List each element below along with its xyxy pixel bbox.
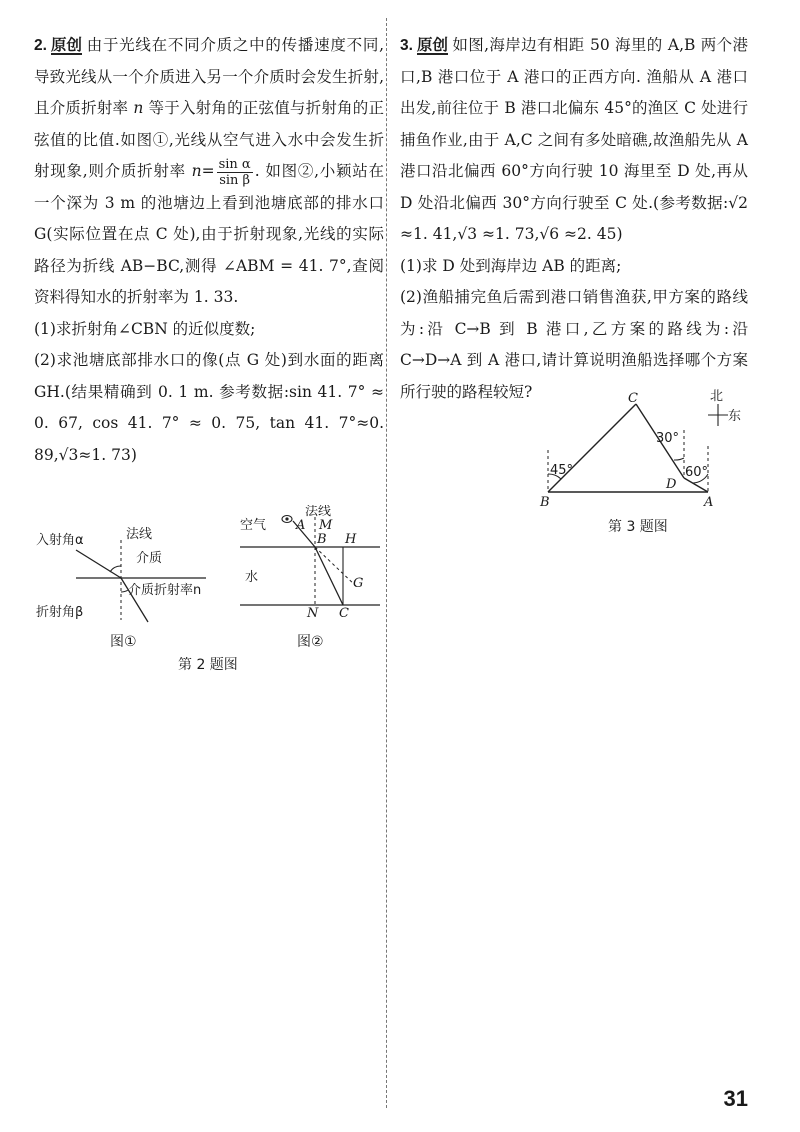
fig1-incident-ray (76, 550, 121, 578)
fig3-label-east: 东 (728, 409, 742, 424)
fig2-eye-pupil (285, 517, 288, 520)
fig3-label-a: A (704, 495, 714, 510)
fig1-beta-arc (121, 590, 128, 592)
fig3-line-da (684, 478, 708, 492)
q2-after-formula: . 如图②,小颖站在一个深为 3 m 的池塘边上看到池塘底部的排水口 G(实际位置在点 C 处),由于折射现象,光线的实际路径为折线 AB−BC,测得 ∠ABM = 41. 7°,查阅资料得知水的折射率为 1. 33. (34, 162, 384, 306)
fig1-label-incident: 入射角α (36, 533, 84, 548)
q3-sub2: (2)渔船捕完鱼后需到港口销售渔获,甲方案的路线为:沿 C→B 到 B 港口,乙方案的路线为:沿 C→D→A 到 A 港口,请计算说明渔船选择哪个方案所行驶的路程较短? (400, 288, 748, 401)
fig3-label-d: D (666, 477, 677, 492)
q2-figure-2 (235, 505, 385, 660)
fig2-label-water: 水 (245, 570, 259, 585)
fig3-label-b: B (540, 495, 550, 510)
q2-formula-numerator: sin α (218, 156, 251, 172)
q3-original-tag: 原创 (416, 35, 448, 54)
q2-original-tag: 原创 (50, 35, 82, 54)
fig1-label-normal: 法线 (126, 527, 153, 542)
q2-text (34, 30, 384, 314)
column-divider (386, 18, 387, 1108)
fig2-ray-bc (315, 547, 343, 605)
q2-n: n (133, 99, 144, 117)
fig2-label-a: A (296, 518, 306, 533)
page-number: 31 (723, 1086, 748, 1111)
q2-formula-lhs: n= (191, 162, 215, 180)
fig3-caption: 第 3 题图 (608, 519, 668, 535)
fig2-label-c: C (339, 606, 349, 621)
fig2-label-n: N (307, 606, 319, 621)
fig2-label-g: G (353, 576, 364, 591)
fig3-label-30: 30° (656, 431, 680, 446)
q2-intro: 由于光线在不同介质之中的传播速度不同,导致光线从一个介质进入另一个介质时会发生折射,且介质折射率 (34, 36, 384, 117)
q2-sub1: (1)求折射角∠CBN 的近似度数; (34, 319, 256, 338)
fig3-label-north: 北 (710, 389, 724, 404)
fig2-label-air: 空气 (240, 518, 267, 533)
q2-formula-denominator: sin β (219, 172, 251, 188)
question-3 (400, 30, 748, 408)
fig3-label-45: 45° (550, 463, 574, 478)
q3-text (400, 30, 748, 251)
fig3-label-c: C (628, 391, 638, 406)
q3-body: 如图,海岸边有相距 50 海里的 A,B 两个港口,B 港口位于 A 港口的正西方向. 渔船从 A 港口出发,前往位于 B 港口北偏东 45°的渔区 C 处进行捕鱼作业,由于 A,C 之间有多处暗礁,故渔船先从 A 港口沿北偏西 60°方向行驶 10 海里至 D 处,再从 D 处沿北偏西 30°方向行驶至 C 处.(参考数据:√2 ≈1. 41,√3 ≈1. 73,√6 ≈2. 45) (400, 36, 748, 243)
fig2-label-h: H (345, 532, 357, 547)
q3-sub1: (1)求 D 处到海岸边 AB 的距离; (400, 256, 622, 275)
q2-figure-1 (36, 520, 226, 660)
q2-intro2: 等于入射角的正弦值与折射角的正弦值的比值.如图①,光线从空气进入水中会发生折射现象,则介质折射率 (34, 99, 384, 180)
fig1-caption: 图① (110, 634, 137, 650)
fig2-label-b: B (317, 532, 327, 547)
fig1-alpha-arc (110, 566, 121, 572)
fig1-label-index: 介质折射率n (128, 583, 202, 598)
q2-number: 2. (34, 37, 47, 54)
q2-formula-fraction (217, 157, 253, 188)
fig3-arc-30 (674, 458, 684, 460)
fig2-label-m: M (319, 518, 333, 533)
q3-number: 3. (400, 37, 413, 54)
q2-figure-caption: 第 2 题图 (178, 657, 238, 673)
fig3-line-bc (548, 404, 636, 492)
fig2-label-normal: 法线 (305, 505, 332, 519)
fig2-ray-bg (315, 547, 357, 587)
fig1-label-medium: 介质 (136, 551, 163, 566)
fig3-label-60: 60° (685, 465, 709, 480)
q2-sub2: (2)求池塘底部排水口的像(点 G 处)到水面的距离 GH.(结果精确到 0. 1 m. 参考数据:sin 41. 7° ≈ 0. 67, cos 41. 7° ≈ 0. 75, tan 41. 7°≈0. 89,√3≈1. 73) (34, 351, 384, 464)
q3-figure (520, 388, 760, 538)
fig2-caption: 图② (297, 634, 324, 650)
question-2 (34, 30, 384, 471)
fig1-label-refraction: 折射角β (36, 605, 84, 620)
